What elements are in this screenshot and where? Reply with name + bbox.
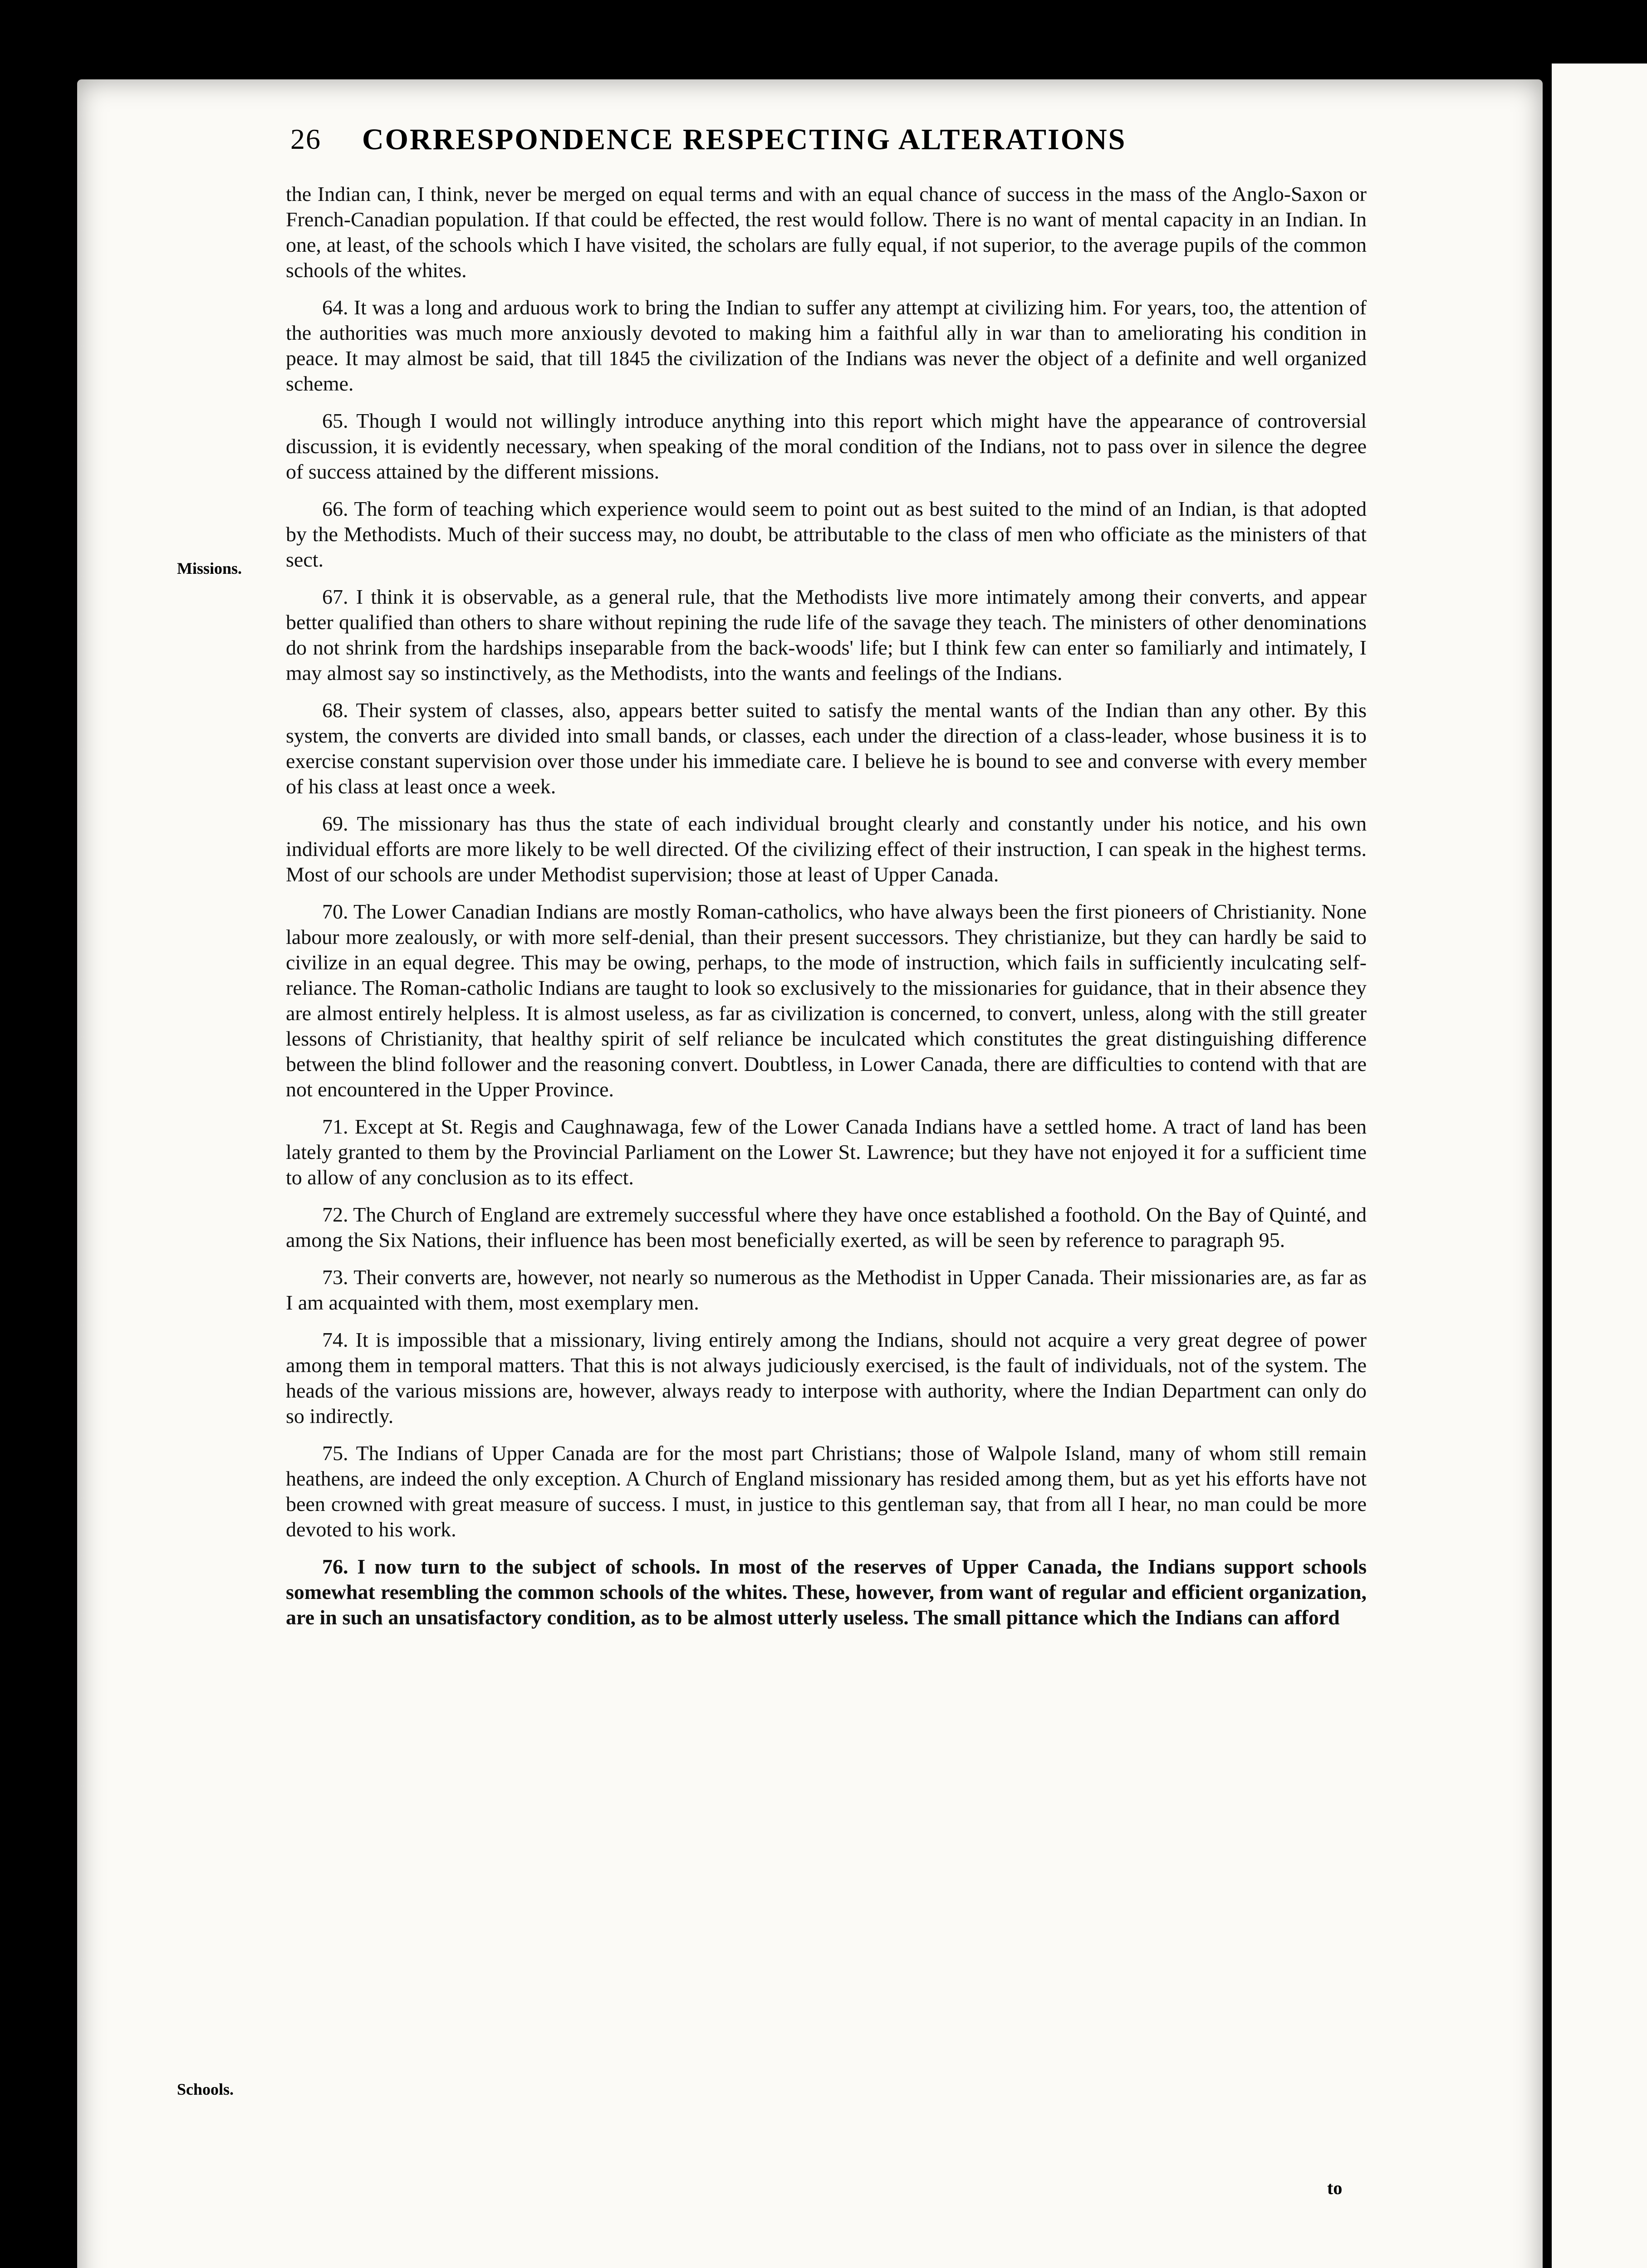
paragraph-63-cont: the Indian can, I think, never be merged on equal terms and with an equal chance of success in the mass of the Anglo-Saxon or French-Canadian population. If that could be effected, the rest would follow. There is no want of mental capacity in an Indian. In one, at least, of the schools which I have visited, the scholars are fully equal, if not superior, to the average pupils of the common schools of the whites.: [286, 182, 1367, 282]
paragraph-65: 65. Though I would not willingly introduce anything into this report which might have the appearance of controversial discussion, it is evidently necessary, when speaking of the moral condition of the Indians, not to pass over in silence the degree of success attained by the different missions.: [286, 409, 1367, 483]
margin-note-schools: Schools.: [177, 2080, 234, 2098]
paragraph-68: 68. Their system of classes, also, appears better suited to satisfy the mental wants of the Indian than any other. By this system, the converts are divided into small bands, or classes, each under the direction of a class-leader, whose business it is to exercise constant supervision over those under his immediate care. I believe he is bound to see and converse with every member of his class at least once a week.: [286, 699, 1367, 798]
page-title: CORRESPONDENCE RESPECTING ALTERATIONS: [362, 123, 1127, 156]
paragraph-66: 66. The form of teaching which experience would seem to point out as best suited to the mind of an Indian, is that adopted by the Methodists. Much of their success may, no doubt, be attributable to the class of men who officiate as the ministers of that sect.: [286, 497, 1367, 571]
paragraph-64: 64. It was a long and arduous work to bring the Indian to suffer any attempt at civilizing him. For years, too, the attention of the authorities was much more anxiously devoted to making him a faithful ally in war than to ameliorating his condition in peace. It may almost be said, that till 1845 the civilization of the Indians was never the object of a definite and well organized scheme.: [286, 296, 1367, 395]
paragraph-74: 74. It is impossible that a missionary, living entirely among the Indians, should not acquire a very great degree of power among them in temporal matters. That this is not always judiciously exercised, is the fault of individuals, not of the system. The heads of the various missions are, however, always ready to interpose with authority, where the Indian Department can only do so indirectly.: [286, 1328, 1367, 1427]
margin-note-missions: Missions.: [177, 559, 242, 577]
paragraph-73: 73. Their converts are, however, not nearly so numerous as the Methodist in Upper Canada. Their missionaries are, as far as I am acquainted with them, most exemplary men.: [286, 1266, 1367, 1314]
catchword: to: [1327, 2178, 1343, 2198]
paragraph-67: 67. I think it is observable, as a general rule, that the Methodists live more intimately among their converts, and appear better qualified than others to share without repining the rude life of the savage they teach. The ministers of other denominations do not shrink from the hardships inseparable from the back-woods' life; but I think few can enter so familiarly and intimately, I may almost say so instinctively, as the Methodists, into the wants and feelings of the Indians.: [286, 585, 1367, 684]
paragraph-72: 72. The Church of England are extremely successful where they have once established a foothold. On the Bay of Quinté, and among the Six Nations, their influence has been most beneficially exerted, as will be seen by reference to paragraph 95.: [286, 1203, 1367, 1251]
paragraph-75: 75. The Indians of Upper Canada are for the most part Christians; those of Walpole Island, many of whom still remain heathens, are indeed the only exception. A Church of England missionary has resided among them, but as yet his efforts have not been crowned with great measure of success. I must, in justice to this gentleman say, that from all I hear, no man could be more devoted to his work.: [286, 1442, 1367, 1541]
paragraph-71: 71. Except at St. Regis and Caughnawaga, few of the Lower Canada Indians have a settled home. A tract of land has been lately granted to them by the Provincial Parliament on the Lower St. Lawrence; but they have not enjoyed it for a sufficient time to allow of any conclusion as to its effect.: [286, 1115, 1367, 1189]
body-text: [286, 181, 1367, 1642]
paragraph-70: 70. The Lower Canadian Indians are mostly Roman-catholics, who have always been the first pioneers of Christianity. None labour more zealously, or with more self-denial, than their present successors. They christianize, but they can hardly be said to civilize in an equal degree. This may be owing, perhaps, to the mode of instruction, which fails in sufficiently inculcating self-reliance. The Roman-catholic Indians are taught to look so exclusively to the missionaries for guidance, that in their absence they are almost entirely helpless. It is almost useless, as far as civilization is concerned, to convert, unless, along with the still greater lessons of Christianity, that healthy spirit of self reliance be inculcated which constitutes the great distinguishing difference between the blind follower and the reasoning convert. Doubtless, in Lower Canada, there are difficulties to contend with that are not encountered in the Upper Province.: [286, 900, 1367, 1101]
page-edge: [1552, 64, 1647, 2268]
page-number: 26: [290, 123, 321, 155]
paragraph-76: 76. I now turn to the subject of schools. In most of the reserves of Upper Canada, the Indians support schools somewhat resembling the common schools of the whites. These, however, from want of regular and efficient organization, are in such an unsatisfactory condition, as to be almost utterly useless. The small pittance which the Indians can afford: [286, 1555, 1367, 1629]
running-head: [290, 122, 1234, 157]
paragraph-69: 69. The missionary has thus the state of each individual brought clearly and constantly under his notice, and his own individual efforts are more likely to be well directed. Of the civilizing effect of their instruction, I can speak in the highest terms. Most of our schools are under Methodist supervision; those at least of Upper Canada.: [286, 812, 1367, 886]
